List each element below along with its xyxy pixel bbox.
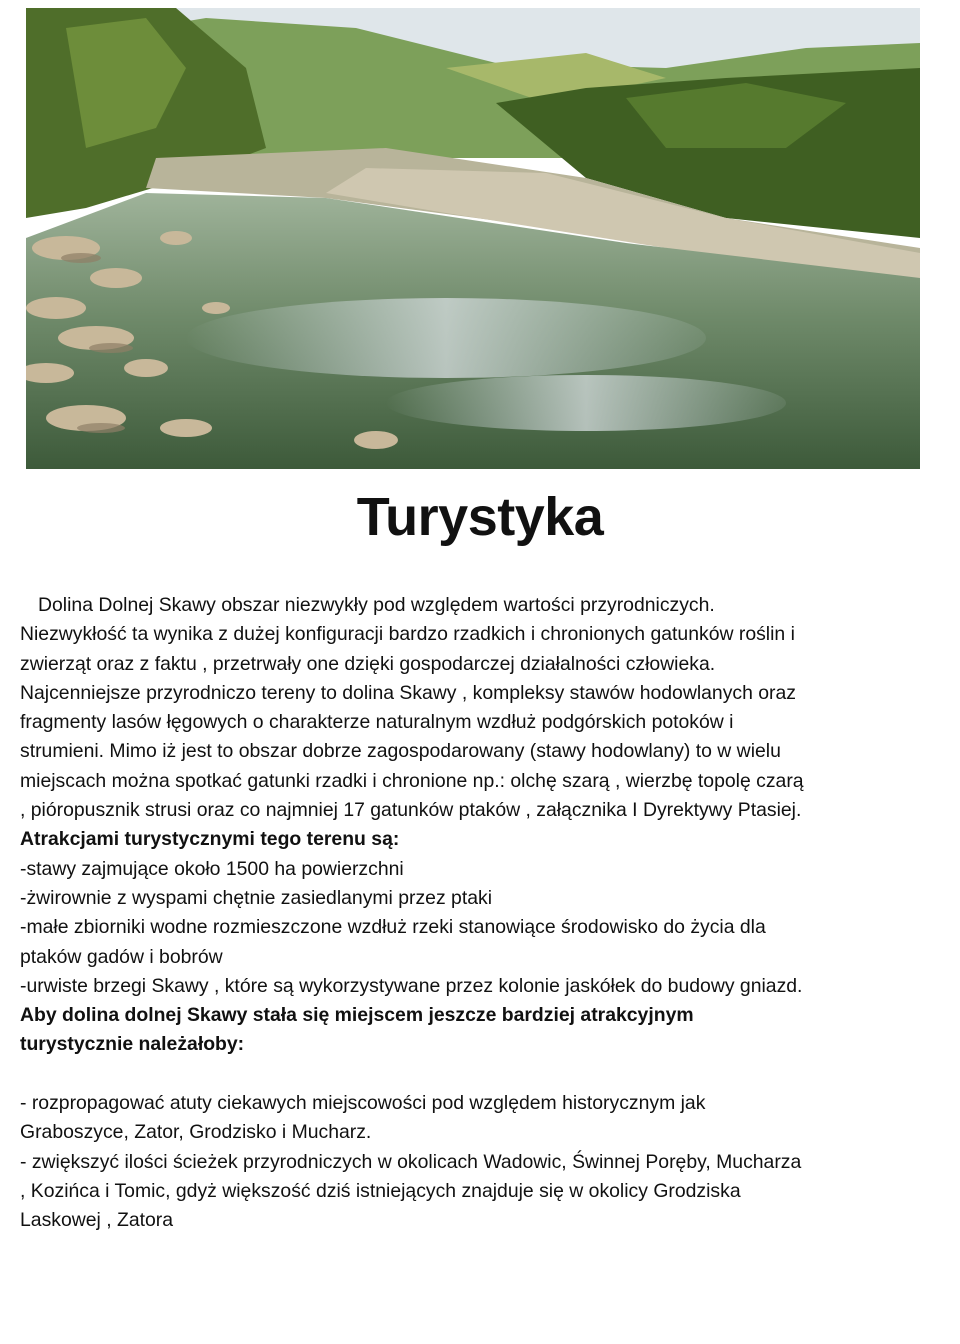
river-landscape-photo	[26, 8, 920, 469]
attraction-item: -urwiste brzegi Skawy , które są wykorzystywane przez kolonie jaskółek do budowy gniazd.	[20, 974, 803, 997]
intro-line: , pióropusznik strusi oraz co najmniej 17 gatunków ptaków , załącznika I Dyrektywy Ptasiej.	[20, 799, 802, 822]
intro-line: Najcenniejsze przyrodniczo tereny to dolina Skawy , kompleksy stawów hodowlanych oraz	[20, 681, 796, 704]
attraction-item: -stawy zajmujące około 1500 ha powierzchni	[20, 857, 404, 880]
intro-line: Dolina Dolnej Skawy obszar niezwykły pod względem wartości przyrodniczych.	[38, 594, 715, 616]
attraction-item: -żwirownie z wyspami chętnie zasiedlanymi przez ptaki	[20, 886, 493, 909]
proposal-item: , Kozińca i Tomic, gdyż większość dziś istniejących znajduje się w okolicy Grodziska	[20, 1179, 741, 1202]
intro-line: strumieni. Mimo iż jest to obszar dobrze zagospodarowany (stawy hodowlany) to w wielu	[20, 740, 781, 763]
proposal-item: Graboszyce, Zator, Grodzisko i Mucharz.	[20, 1121, 372, 1144]
proposal-item: - rozpropagować atuty ciekawych miejscowości pod względem historycznym jak	[20, 1092, 706, 1115]
river-landscape-icon	[26, 8, 920, 469]
intro-line: Niezwykłość ta wynika z dużej konfiguracji bardzo rzadkich i chronionych gatunków roślin i	[20, 623, 795, 646]
attraction-item: -małe zbiorniki wodne rozmieszczone wzdłuż rzeki stanowiące środowisko do życia dla	[20, 916, 766, 939]
page-title: Turystyka	[356, 487, 604, 547]
intro-line: miejscach można spotkać gatunki rzadki i chronione np.: olchę szarą , wierzbę topolę czarą	[20, 769, 804, 792]
proposal-item: Laskowej , Zatora	[20, 1209, 174, 1232]
attraction-item: ptaków gadów i bobrów	[20, 945, 223, 968]
proposal-item: - zwiększyć ilości ścieżek przyrodniczych w okolicach Wadowic, Świnnej Poręby, Mucharza	[20, 1150, 802, 1173]
proposals-heading: turystycznie należałoby:	[20, 1033, 245, 1056]
proposals-heading: Aby dolina dolnej Skawy stała się miejscem jeszcze bardziej atrakcyjnym	[20, 1004, 694, 1027]
intro-line: zwierząt oraz z faktu , przetrwały one dzięki gospodarczej działalności człowieka.	[20, 652, 716, 675]
spacer	[20, 1060, 924, 1089]
attractions-heading: Atrakcjami turystycznymi tego terenu są:	[20, 828, 400, 851]
article-body	[20, 591, 924, 1236]
intro-line: fragmenty lasów łęgowych o charakterze naturalnym wzdłuż podgórskich potoków i	[20, 711, 734, 734]
